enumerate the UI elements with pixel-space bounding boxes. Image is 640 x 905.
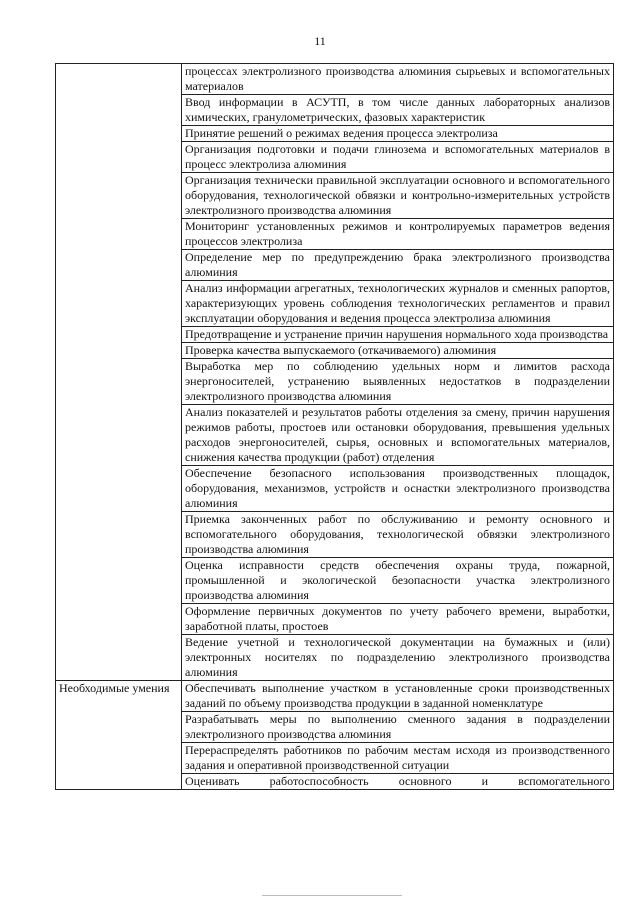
table-cell: Выработка мер по соблюдению удельных норм и лимитов расхода энергоносителей, устранению выявленных недостатков в подразделении электролизного производства алюминия — [182, 359, 614, 405]
table-cell: Перераспределять работников по рабочим местам исходя из производственного задания и оперативной производственной ситуации — [182, 743, 614, 774]
table-cell: Определение мер по предупреждению брака электролизного производства алюминия — [182, 250, 614, 281]
section-label-skills: Необходимые умения — [56, 681, 182, 790]
table-cell: Обеспечение безопасного использования производственных площадок, оборудования, механизмов, устройств и оснастки электролизного производства алюминия — [182, 466, 614, 512]
table-cell: Приемка законченных работ по обслуживанию и ремонту основного и вспомогательного оборудования, технологической обвязки электролизного производства алюминия — [182, 512, 614, 558]
table-cell: Обеспечивать выполнение участком в установленные сроки производственных заданий по объему производства продукции в заданной номенклатуре — [182, 681, 614, 712]
table-cell: Разрабатывать меры по выполнению сменного задания в подразделении электролизного производства алюминия — [182, 712, 614, 743]
table-cell: Анализ показателей и результатов работы отделения за смену, причин нарушения режимов работы, простоев или остановки оборудования, превышения удельных расходов энергоносителей, сырья, основных и вспомогательных материалов, снижения качества продукции (работ) отделения — [182, 405, 614, 466]
label-cell-empty — [56, 64, 182, 681]
table-cell: Принятие решений о режимах ведения процесса электролиза — [182, 126, 614, 142]
table-cell: Проверка качества выпускаемого (откачиваемого) алюминия — [182, 343, 614, 359]
page-number: 11 — [314, 34, 326, 48]
qualification-table — [55, 63, 614, 790]
table-cell: Ввод информации в АСУТП, в том числе данных лабораторных анализов химических, гранулометрических, фазовых характеристик — [182, 95, 614, 126]
scan-artifact-line — [262, 895, 402, 896]
table-cell: Оформление первичных документов по учету рабочего времени, выработки, заработной платы, простоев — [182, 604, 614, 635]
table-cell: Организация подготовки и подачи глинозема и вспомогательных материалов в процесс электролиза алюминия — [182, 142, 614, 173]
table-cell: Анализ информации агрегатных, технологических журналов и сменных рапортов, характеризующих уровень соблюдения технологических регламентов и правил эксплуатации оборудования и ведения процесса электролиза алюминия — [182, 281, 614, 327]
table-cell: Оценка исправности средств обеспечения охраны труда, пожарной, промышленной и экологической безопасности участка электролизного производства алюминия — [182, 558, 614, 604]
table-cell: Организация технически правильной эксплуатации основного и вспомогательного оборудования, технологической обвязки и контрольно-измерительных устройств электролизного производства алюминия — [182, 173, 614, 219]
table-cell: Мониторинг установленных режимов и контролируемых параметров ведения процессов электролиза — [182, 219, 614, 250]
table-cell: Оценивать работоспособность основного и вспомогательного — [182, 774, 614, 790]
table-cell: Предотвращение и устранение причин нарушения нормального хода производства — [182, 327, 614, 343]
table-cell: процессах электролизного производства алюминия сырьевых и вспомогательных материалов — [182, 64, 614, 95]
table-row — [56, 64, 614, 95]
table-cell: Ведение учетной и технологической документации на бумажных и (или) электронных носителях по подразделению электролизного производства алюминия — [182, 635, 614, 681]
table-row — [56, 681, 614, 712]
